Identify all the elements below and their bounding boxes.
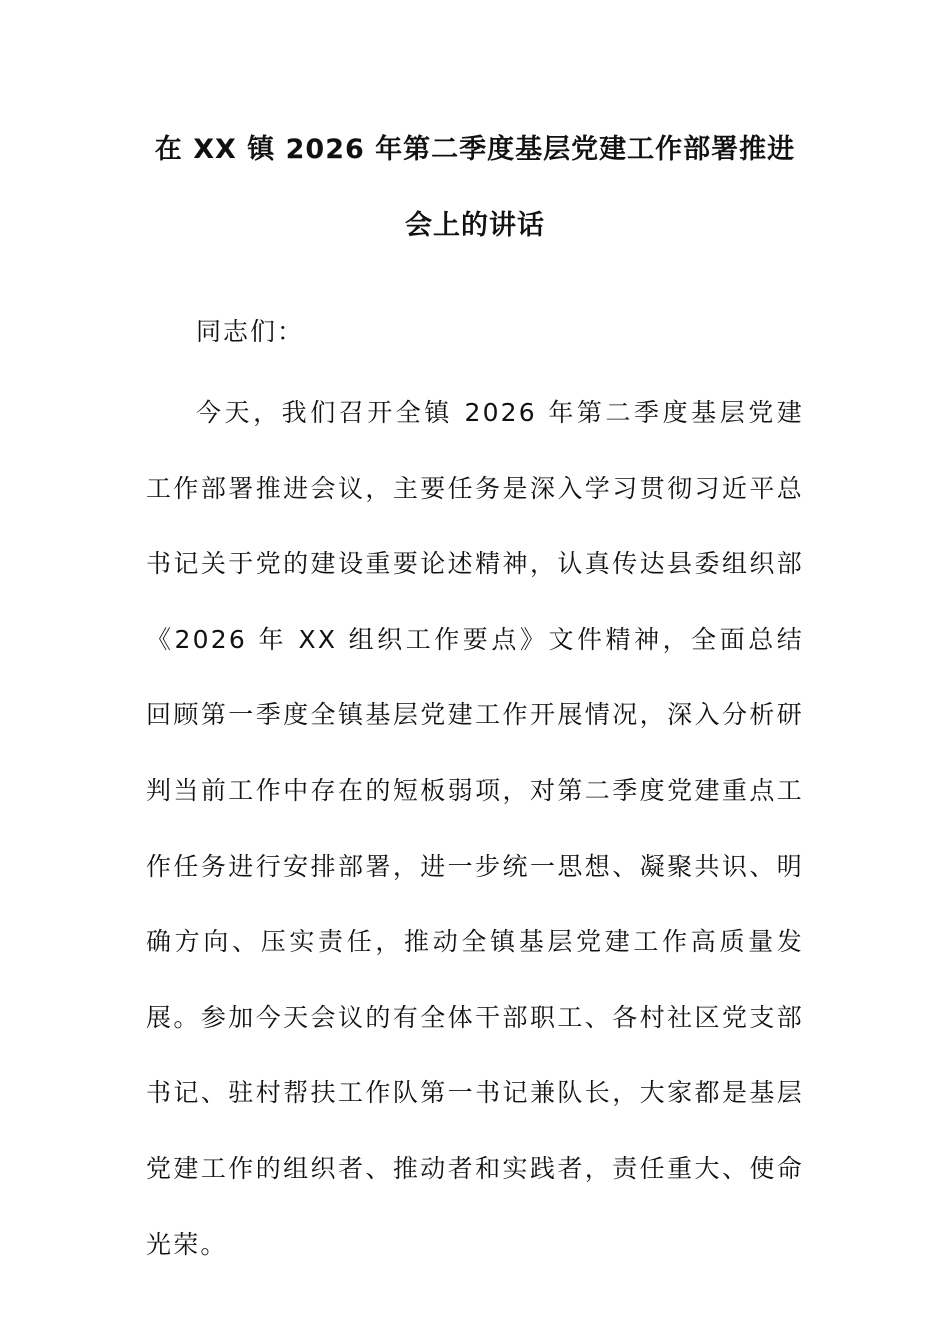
- body-paragraph: 今天，我们召开全镇 2026 年第二季度基层党建工作部署推进会议，主要任务是深入学习贯彻习近平总书记关于党的建设重要论述精神，认真传达县委组织部《2026 年 XX 组织工作要点》文件精神，全面总结回顾第一季度全镇基层党建工作开展情况，深入分析研判当前工作中存在的短板弱项，对第二季度党建重点工作任务进行安排部署，进一步统一思想、凝聚共识、明确方向、压实责任，推动全镇基层党建工作高质量发展。参加今天会议的有全体干部职工、各村社区党支部书记、驻村帮扶工作队第一书记兼队长，大家都是基层党建工作的组织者、推动者和实践者，责任重大、使命光荣。: [146, 398, 804, 1259]
- salutation: 同志们：: [196, 317, 305, 346]
- document-title: 在 XX 镇 2026 年第二季度基层党建工作部署推进会上的讲话: [154, 134, 796, 241]
